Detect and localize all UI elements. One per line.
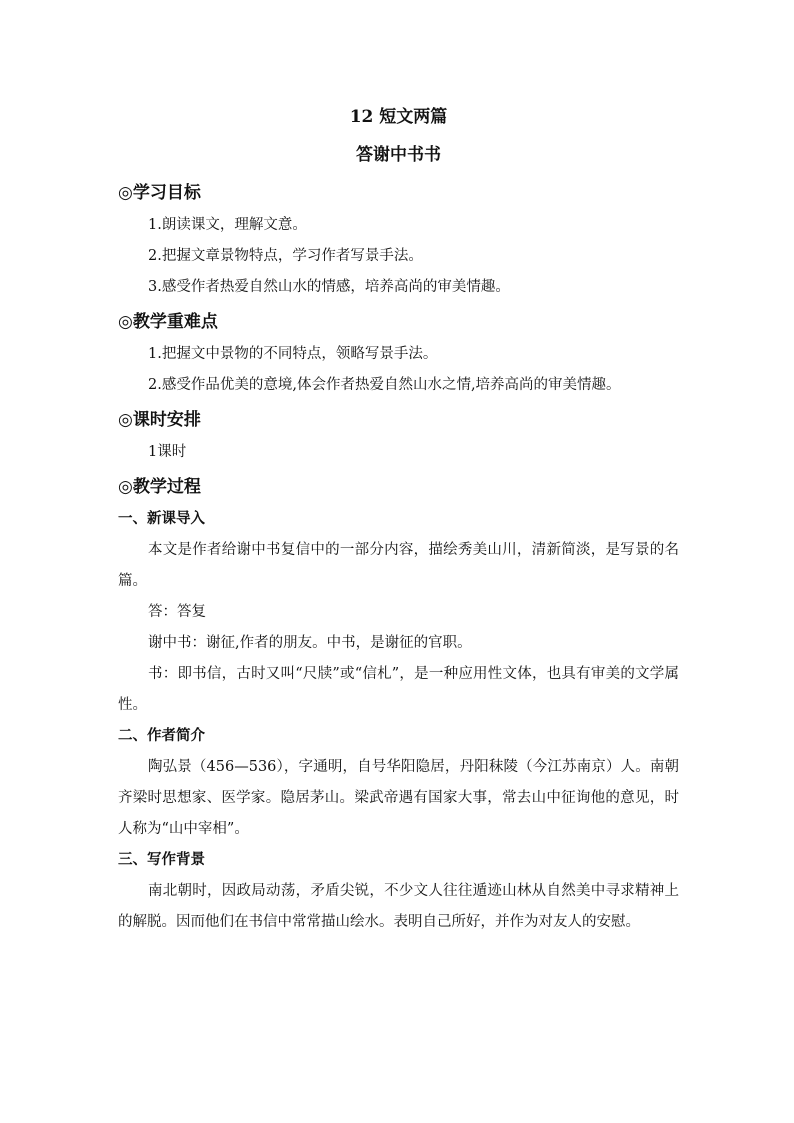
subheading-intro: 一、新课导入 (118, 511, 205, 527)
background-paragraph: 南北朝时，因政局动荡，矛盾尖锐，不少文人往往遁迹山林从自然美中寻求精神上的解脱。因而他们在书信中常常描山绘水。表明自己所好，并作为对友人的安慰。 (118, 883, 679, 930)
document-title: 12 短文两篇 (349, 107, 448, 127)
intro-paragraph: 本文是作者给谢中书复信中的一部分内容，描绘秀美山川，清新简淡，是写景的名篇。 (118, 542, 679, 589)
subheading-author: 二、作者简介 (118, 728, 205, 744)
keypoint-item: 1.把握文中景物的不同特点，领略写景手法。 (148, 346, 438, 362)
section-heading-keypoints: ◎教学重难点 (118, 312, 218, 332)
goal-item: 3.感受作者热爱自然山水的情感，培养高尚的审美情趣。 (148, 279, 510, 295)
section-heading-process: ◎教学过程 (118, 477, 201, 497)
section-heading-goals: ◎学习目标 (118, 183, 201, 203)
keypoint-item: 2.感受作品优美的意境,体会作者热爱自然山水之情,培养高尚的审美情趣。 (148, 377, 621, 393)
intro-paragraph: 答：答复 (148, 604, 206, 620)
subheading-background: 三、写作背景 (118, 852, 205, 868)
section-heading-schedule: ◎课时安排 (118, 410, 201, 430)
document-subtitle: 答谢中书书 (356, 145, 441, 165)
author-paragraph: 陶弘景（456—536），字通明，自号华阳隐居，丹阳秣陵（今江苏南京）人。南朝齐梁时思想家、医学家。隐居茅山。梁武帝遇有国家大事，常去山中征询他的意见，时人称为“山中宰相”。 (118, 759, 679, 837)
goal-item: 2.把握文章景物特点，学习作者写景手法。 (148, 248, 423, 264)
intro-paragraph: 书：即书信，古时又叫“尺牍”或“信札”，是一种应用性文体，也具有审美的文学属性。 (118, 666, 679, 713)
goal-item: 1.朗读课文，理解文意。 (148, 217, 307, 233)
intro-paragraph: 谢中书：谢征,作者的朋友。中书，是谢征的官职。 (148, 635, 472, 651)
schedule-item: 1课时 (148, 444, 187, 460)
